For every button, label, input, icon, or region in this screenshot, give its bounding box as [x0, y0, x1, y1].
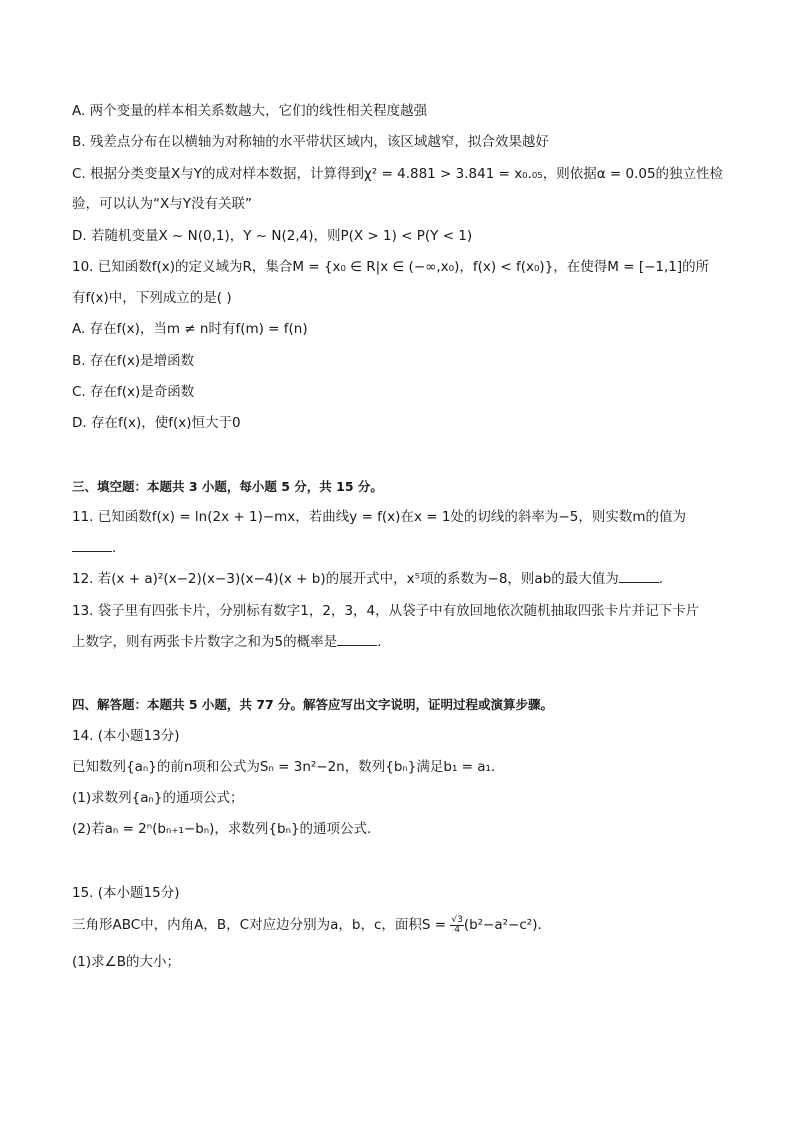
q10-option-a: A. 存在f(x)，当m ≠ n时有f(m) = f(n): [72, 321, 308, 337]
q15-fraction-denominator: 4: [454, 924, 460, 935]
q12-text: 12. 若(x + a)²(x−2)(x−3)(x−4)(x + b)的展开式中，x⁵项的系数为−8，则ab的最大值为: [72, 571, 619, 587]
q9-option-c-line2: 验，可以认为“X与Y没有关联”: [72, 196, 252, 212]
section4-heading: 四、解答题：本题共 5 小题，共 77 分。解答应写出文字说明，证明过程或演算步骤。: [72, 697, 554, 712]
q12-period: .: [658, 571, 664, 587]
q14-part2: (2)若aₙ = 2ⁿ(bₙ₊₁−bₙ)，求数列{bₙ}的通项公式.: [72, 821, 372, 837]
q13-period: .: [377, 634, 382, 650]
q9-option-c-line1: C. 根据分类变量X与Y的成对样本数据，计算得到χ² = 4.881 > 3.841 = x₀.₀₅，则依据α = 0.05的独立性检: [72, 166, 724, 182]
q14-stem: 已知数列{aₙ}的前n项和公式为Sₙ = 3n²−2n，数列{bₙ}满足b₁ = a₁.: [72, 759, 496, 775]
q13-answer-blank: [337, 633, 377, 646]
q11-line2: [72, 538, 732, 558]
q15-stem-prefix: 三角形ABC中，内角A，B，C对应边分别为a，b，c，面积S =: [72, 917, 447, 933]
q13-line2: [72, 632, 732, 652]
q15-title: 15. (本小题15分): [72, 885, 180, 901]
q10-stem-line2: 有f(x)中，下列成立的是( ): [72, 290, 232, 306]
q15-area-fraction: [450, 916, 463, 935]
q10-option-c: C. 存在f(x)是奇函数: [72, 384, 195, 400]
q13-line1: 13. 袋子里有四张卡片，分别标有数字1，2，3，4，从袋子中有放回地依次随机抽取四张卡片并记下卡片: [72, 603, 700, 619]
section3-heading: 三、填空题：本题共 3 小题，每小题 5 分，共 15 分。: [72, 479, 383, 494]
q13-text: 上数字，则有两张卡片数字之和为5的概率是: [72, 634, 338, 650]
q12-line: [72, 569, 732, 589]
q14-title: 14. (本小题13分): [72, 728, 180, 744]
q14-part1: (1)求数列{aₙ}的通项公式；: [72, 790, 244, 806]
q15-fraction-numerator: √3: [451, 914, 463, 925]
q10-stem-line1: 10. 已知函数f(x)的定义域为R，集合M = {x₀ ∈ R|x ∈ (−∞,x₀)，f(x) < f(x₀)}，在使得M = [−1,1]的所: [72, 259, 710, 275]
q11-period: .: [112, 540, 117, 556]
q9-option-d: D. 若随机变量X ~ N(0,1)，Y ~ N(2,4)，则P(X > 1) < P(Y < 1): [72, 228, 473, 244]
q11-answer-blank: [72, 539, 112, 552]
q9-option-a: A. 两个变量的样本相关系数越大，它们的线性相关程度越强: [72, 103, 428, 119]
q11-line1: 11. 已知函数f(x) = ln(2x + 1)−mx，若曲线y = f(x)在x = 1处的切线的斜率为−5，则实数m的值为: [72, 509, 686, 525]
q9-option-b: B. 残差点分布在以横轴为对称轴的水平带状区域内，该区域越窄，拟合效果越好: [72, 134, 549, 150]
q12-answer-blank: [619, 570, 659, 583]
q15-stem-suffix: (b²−a²−c²).: [463, 917, 542, 933]
q10-option-d: D. 存在f(x)，使f(x)恒大于0: [72, 415, 241, 431]
q15-part1: (1)求∠B的大小；: [72, 954, 180, 970]
q10-option-b: B. 存在f(x)是增函数: [72, 353, 195, 369]
q15-stem: [72, 915, 732, 935]
